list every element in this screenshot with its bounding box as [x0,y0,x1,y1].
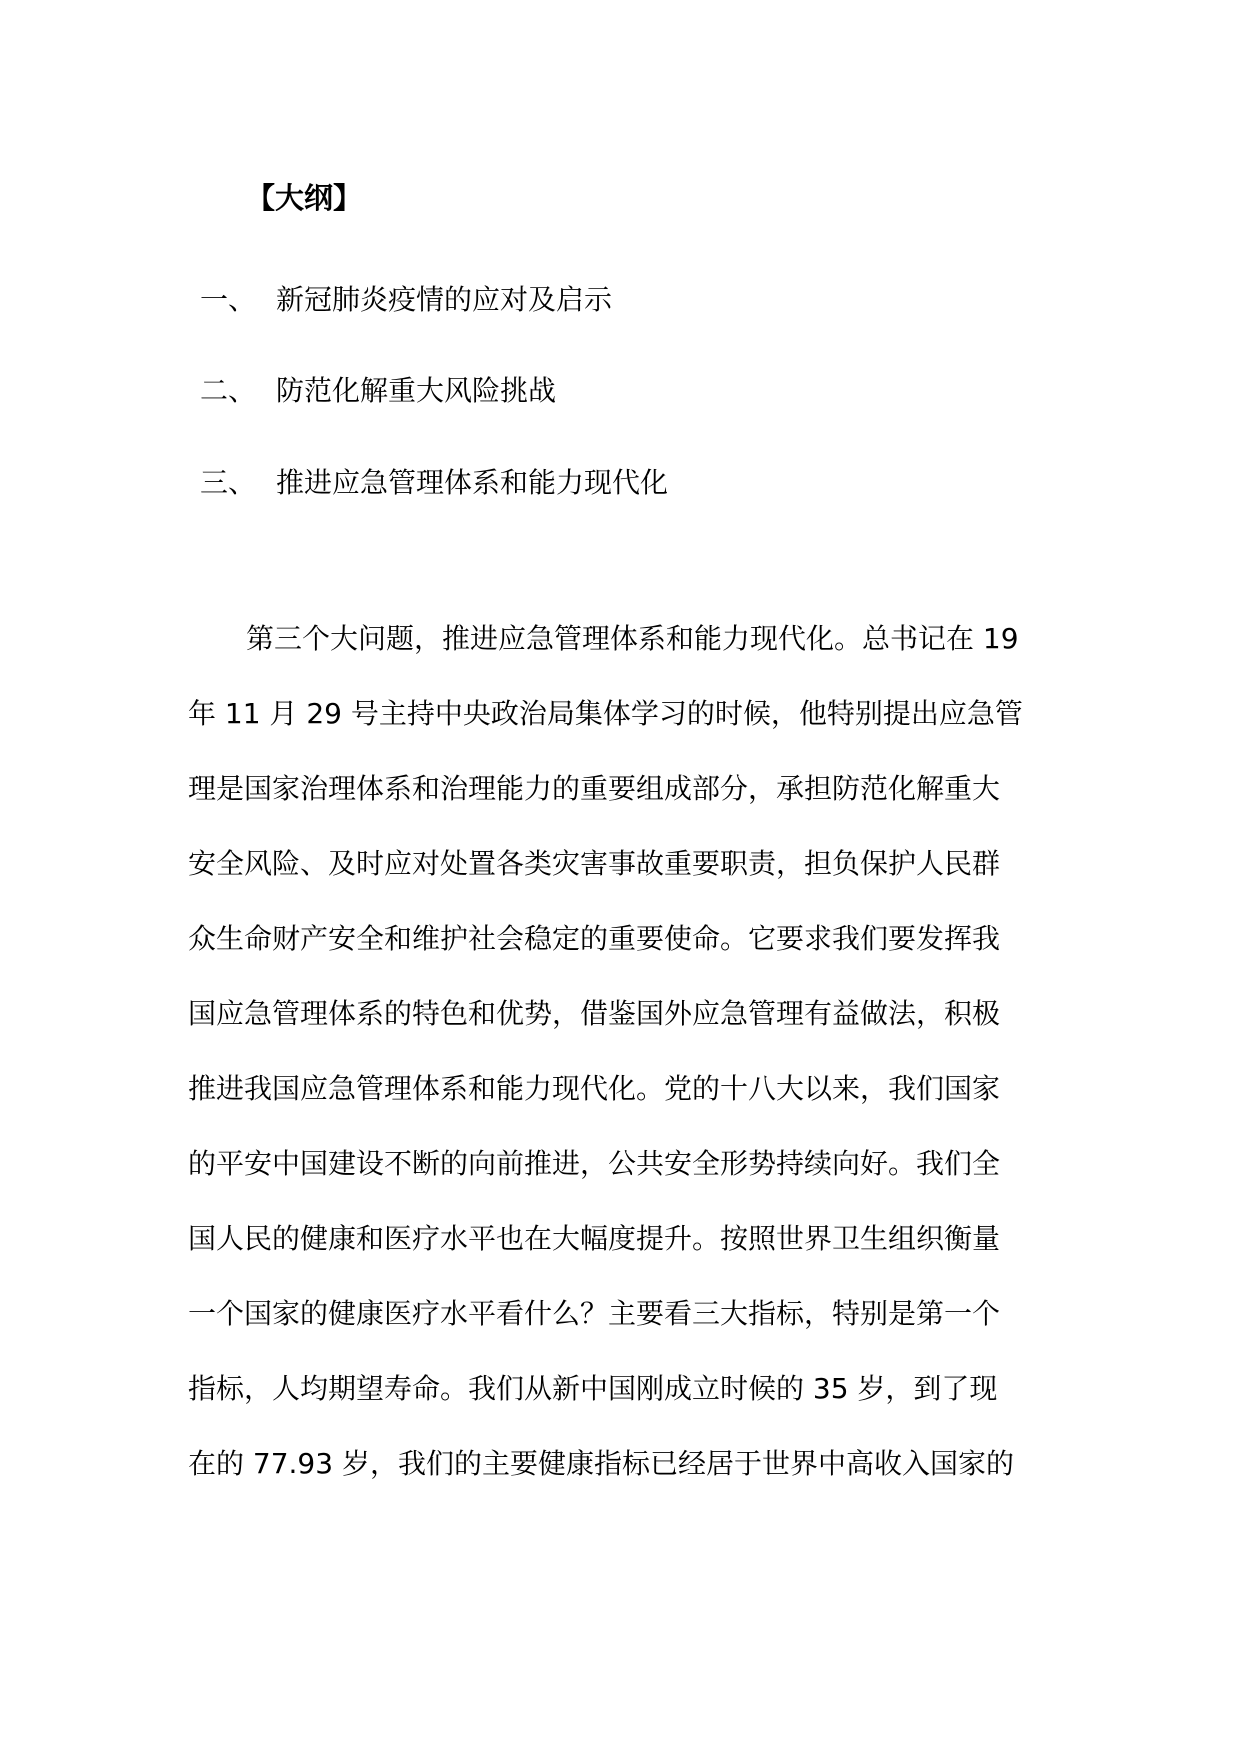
paragraph-line: 国应急管理体系的特色和优势，借鉴国外应急管理有益做法，积极 [188,997,1001,1030]
paragraph-line: 众生命财产安全和维护社会稳定的重要使命。它要求我们要发挥我 [188,922,1001,955]
paragraph-line: 推进我国应急管理体系和能力现代化。党的十八大以来，我们国家 [188,1072,1001,1105]
paragraph-line: 国人民的健康和医疗水平也在大幅度提升。按照世界卫生组织衡量 [188,1222,1001,1255]
paragraph-line: 在的 77.93 岁，我们的主要健康指标已经居于世界中高收入国家的 [188,1447,1014,1480]
paragraph-line: 的平安中国建设不断的向前推进，公共安全形势持续向好。我们全 [188,1147,1001,1180]
paragraph-line: 年 11 月 29 号主持中央政治局集体学习的时候，他特别提出应急管 [188,697,1023,730]
outline-item-text: 防范化解重大风险挑战 [276,374,557,407]
outline-item-text: 推进应急管理体系和能力现代化 [276,466,669,499]
outline-item-number: 一、 [200,283,257,316]
paragraph-line: 安全风险、及时应对处置各类灾害事故重要职责，担负保护人民群 [188,847,1001,880]
outline-heading: 【大纲】 [246,181,363,215]
paragraph-line: 第三个大问题，推进应急管理体系和能力现代化。总书记在 19 [246,622,1019,655]
outline-item-number: 三、 [200,466,257,499]
outline-item-2 [200,371,1100,411]
outline-item-1 [200,280,1100,320]
paragraph-line: 理是国家治理体系和治理能力的重要组成部分，承担防范化解重大 [188,772,1001,805]
outline-item-text: 新冠肺炎疫情的应对及启示 [276,283,613,316]
outline-item-3 [200,463,1100,503]
paragraph-line: 一个国家的健康医疗水平看什么？主要看三大指标，特别是第一个 [188,1297,1001,1330]
body-paragraph [188,619,1052,1519]
paragraph-line: 指标，人均期望寿命。我们从新中国刚成立时候的 35 岁，到了现 [188,1372,998,1405]
outline-item-number: 二、 [200,374,257,407]
